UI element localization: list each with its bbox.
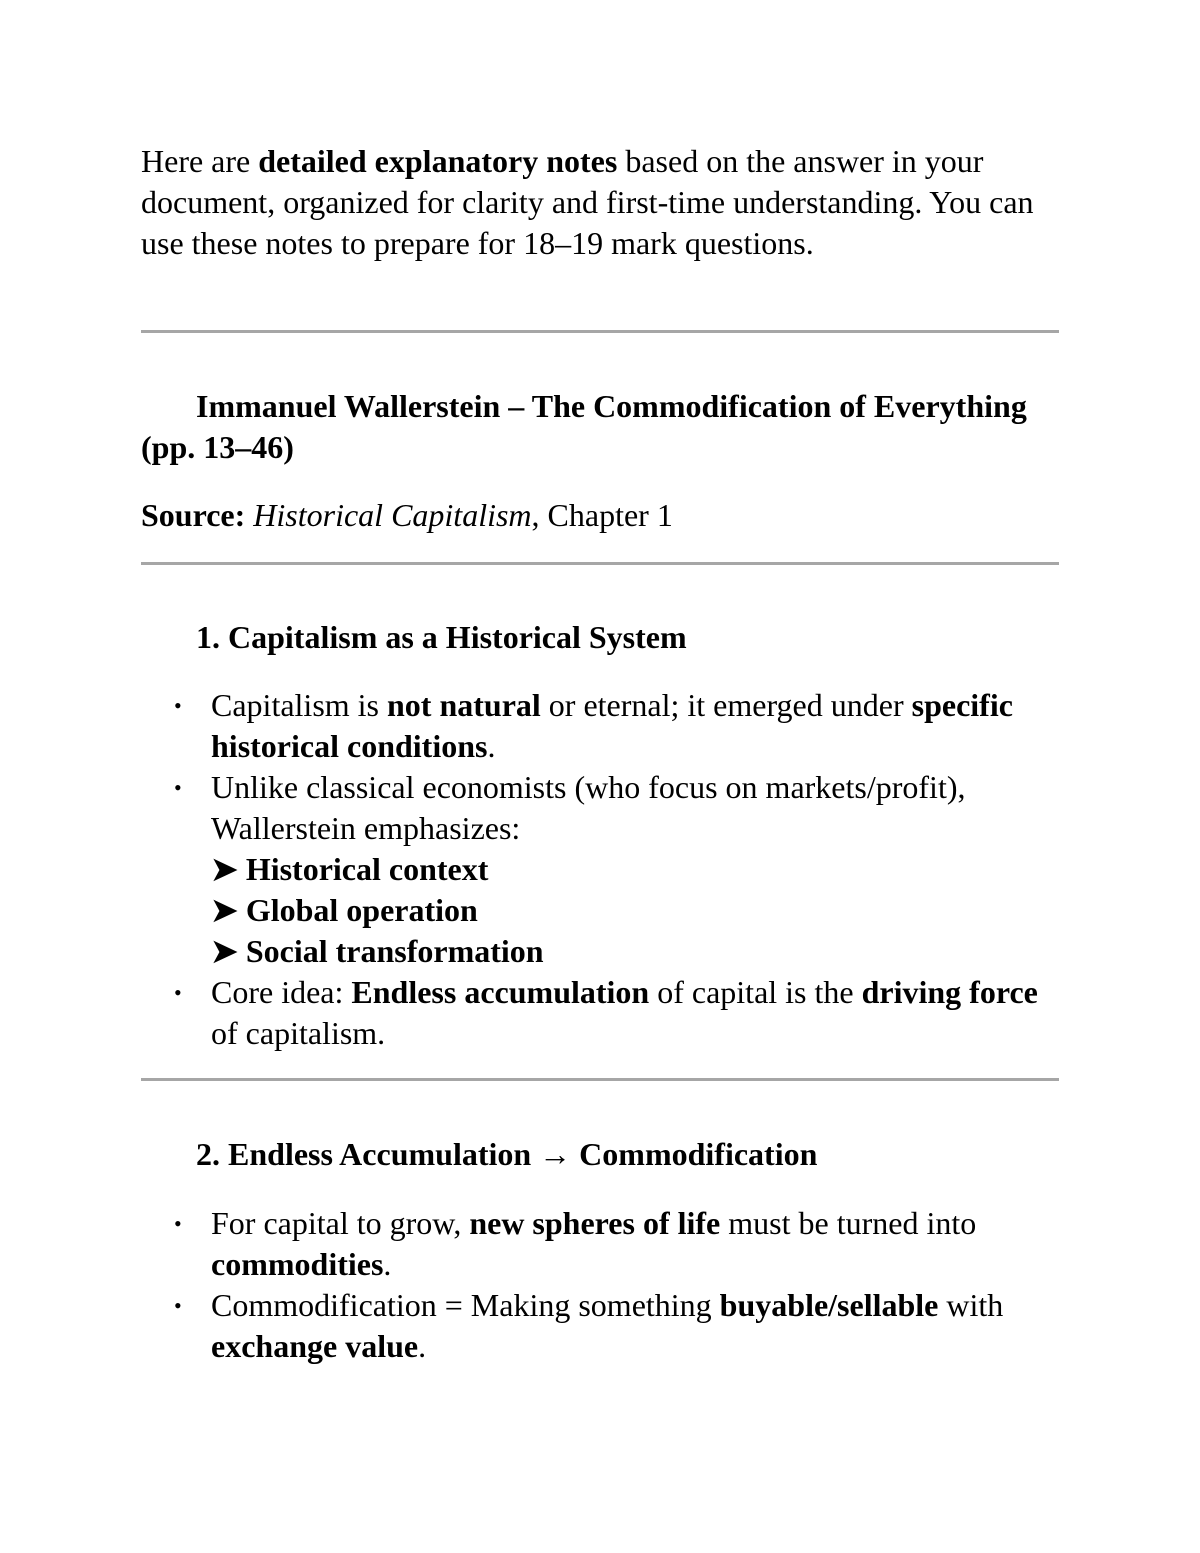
list-item — [174, 1203, 1071, 1285]
arrow-point-social-transformation: ➤ Social transformation — [211, 933, 544, 969]
list-bold: not natural — [387, 687, 541, 723]
list-text: . — [487, 728, 496, 764]
list-bold: Endless accumulation — [351, 974, 650, 1010]
list-text: Unlike classical economists (who focus on markets/profit), Wallerstein emphasizes: — [211, 769, 966, 846]
list-text: Commodification = Making something — [211, 1287, 720, 1323]
intro-text-rest: based on the answer in your document, organized for clarity and first-time understanding. You can use these notes to prepare for 18–19 mark questions. — [141, 143, 1034, 261]
bullet-icon: • — [174, 775, 182, 800]
intro-paragraph — [141, 141, 1041, 264]
list-text: must be turned into — [720, 1205, 977, 1241]
list-bold: commodities — [211, 1246, 384, 1282]
bullet-icon: • — [174, 980, 182, 1005]
document-title: Immanuel Wallerstein – The Commodification of Everything (pp. 13–46) — [141, 388, 1027, 465]
list-text: or eternal; it emerged under — [540, 687, 912, 723]
list-text: Core idea: — [211, 974, 352, 1010]
horizontal-divider — [141, 562, 1059, 565]
source-line — [141, 495, 1041, 536]
list-bold: driving force — [861, 974, 1038, 1010]
list-text: For capital to grow, — [211, 1205, 470, 1241]
bullet-icon: • — [174, 1293, 182, 1318]
list-item — [174, 972, 1071, 1054]
list-text: of capital is the — [649, 974, 862, 1010]
list-bold: new spheres of life — [469, 1205, 721, 1241]
list-item — [174, 1285, 1071, 1367]
list-text: with — [938, 1287, 1004, 1323]
arrow-point-global-operation: ➤ Global operation — [211, 892, 478, 928]
list-bold: buyable/sellable — [719, 1287, 939, 1323]
list-item — [174, 767, 1071, 972]
bullet-icon: • — [174, 693, 182, 718]
list-bold: exchange value — [211, 1328, 419, 1364]
list-text: . — [418, 1328, 427, 1364]
list-item — [174, 685, 1071, 767]
section-heading-1: 1. Capitalism as a Historical System — [196, 619, 687, 655]
source-label: Source: — [141, 497, 246, 533]
bullet-icon: • — [174, 1211, 182, 1236]
list-text: Capitalism is — [211, 687, 387, 723]
list-text: . — [383, 1246, 392, 1282]
horizontal-divider — [141, 330, 1059, 333]
list-text: of capitalism. — [211, 1015, 386, 1051]
source-chapter: , Chapter 1 — [531, 497, 673, 533]
source-work: Historical Capitalism — [253, 497, 532, 533]
section-1-list — [174, 685, 1071, 1054]
intro-text: Here are — [141, 143, 259, 179]
arrow-point-historical-context: ➤ Historical context — [211, 851, 489, 887]
intro-bold: detailed explanatory notes — [258, 143, 618, 179]
list-bold: specific historical conditions — [211, 687, 1013, 764]
section-heading-2: 2. Endless Accumulation → Commodification — [196, 1136, 818, 1172]
horizontal-divider — [141, 1078, 1059, 1081]
section-2-list — [174, 1203, 1071, 1367]
